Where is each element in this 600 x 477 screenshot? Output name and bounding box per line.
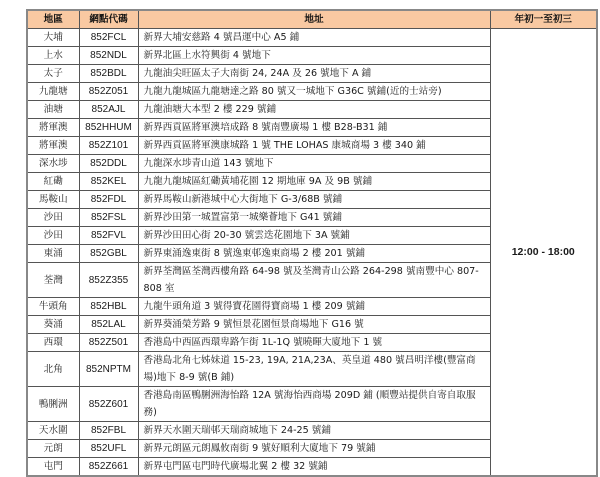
address-cell: 香港島中西區西環卑路乍街 1L-1Q 號曉暉大廈地下 1 號 [138, 334, 490, 352]
region-cell: 北角 [27, 352, 79, 387]
region-cell: 元朗 [27, 440, 79, 458]
region-cell: 荃灣 [27, 263, 79, 298]
address-cell: 新界西貢區將軍澳培成路 8 號南豐廣場 1 樓 B28-B31 鋪 [138, 119, 490, 137]
code-cell: 852FSL [79, 209, 138, 227]
header-region: 地區 [27, 10, 79, 29]
code-cell: 852GBL [79, 245, 138, 263]
hours-cell: 12:00 - 18:00 [490, 29, 597, 477]
store-hours-table [26, 9, 598, 477]
address-cell: 九龍深水埗青山道 143 號地下 [138, 155, 490, 173]
region-cell: 天水圍 [27, 422, 79, 440]
header-address: 地址 [138, 10, 490, 29]
region-cell: 西環 [27, 334, 79, 352]
region-cell: 紅磡 [27, 173, 79, 191]
address-cell: 九龍九龍城區九龍塘達之路 80 號又一城地下 G36C 號鋪(近的士站旁) [138, 83, 490, 101]
table-row [27, 29, 597, 47]
region-cell: 牛頭角 [27, 298, 79, 316]
code-cell: 852DDL [79, 155, 138, 173]
code-cell: 852HBL [79, 298, 138, 316]
code-cell: 852AJL [79, 101, 138, 119]
code-cell: 852FDL [79, 191, 138, 209]
region-cell: 將軍澳 [27, 137, 79, 155]
region-cell: 屯門 [27, 458, 79, 477]
code-cell: 852KEL [79, 173, 138, 191]
header-hours: 年初一至初三 [490, 10, 597, 29]
code-cell: 852Z501 [79, 334, 138, 352]
region-cell: 葵涌 [27, 316, 79, 334]
region-cell: 太子 [27, 65, 79, 83]
address-cell: 新界西貢區將軍澳康城路 1 號 THE LOHAS 康城商場 3 樓 340 鋪 [138, 137, 490, 155]
address-cell: 新界東涌逸東街 8 號逸東邨逸東商場 2 樓 201 號鋪 [138, 245, 490, 263]
region-cell: 沙田 [27, 209, 79, 227]
region-cell: 馬鞍山 [27, 191, 79, 209]
address-cell: 新界沙田田心街 20-30 號雲迭花園地下 3A 號鋪 [138, 227, 490, 245]
address-cell: 新界馬鞍山新港城中心大街地下 G-3/68B 號鋪 [138, 191, 490, 209]
address-cell: 新界沙田第一城置富第一城樂薈地下 G41 號鋪 [138, 209, 490, 227]
code-cell: 852Z601 [79, 387, 138, 422]
code-cell: 852HHUM [79, 119, 138, 137]
code-cell: 852FCL [79, 29, 138, 47]
address-cell: 新界葵涌榮芳路 9 號恒景花園恒景商場地下 G16 號 [138, 316, 490, 334]
address-cell: 新界屯門區屯門時代廣場北翼 2 樓 32 號鋪 [138, 458, 490, 477]
region-cell: 東涌 [27, 245, 79, 263]
region-cell: 鴨脷洲 [27, 387, 79, 422]
code-cell: 852NPTM [79, 352, 138, 387]
table-header-row [27, 10, 597, 29]
region-cell: 沙田 [27, 227, 79, 245]
address-cell: 香港島南區鴨脷洲海怡路 12A 號海怡西商場 209D 鋪 (順豐站提供自寄自取服務) [138, 387, 490, 422]
region-cell: 九龍塘 [27, 83, 79, 101]
region-cell: 上水 [27, 47, 79, 65]
address-cell: 九龍油尖旺區太子大南街 24, 24A 及 26 號地下 A 鋪 [138, 65, 490, 83]
code-cell: 852FBL [79, 422, 138, 440]
code-cell: 852LAL [79, 316, 138, 334]
code-cell: 852Z051 [79, 83, 138, 101]
code-cell: 852UFL [79, 440, 138, 458]
region-cell: 大埔 [27, 29, 79, 47]
code-cell: 852NDL [79, 47, 138, 65]
region-cell: 深水埗 [27, 155, 79, 173]
address-cell: 九龍牛頭角道 3 號得寶花園得寶商場 1 樓 209 號鋪 [138, 298, 490, 316]
region-cell: 油塘 [27, 101, 79, 119]
address-cell: 香港島北角七姊妹道 15-23, 19A, 21A,23A、英皇道 480 號昌明洋樓(豐富商場)地下 8-9 號(B 鋪) [138, 352, 490, 387]
address-cell: 新界北區上水符興街 4 號地下 [138, 47, 490, 65]
address-cell: 新界元朗區元朗鳳攸南街 9 號好順利大廈地下 79 號鋪 [138, 440, 490, 458]
address-cell: 新界天水圍天瑞邨天瑞商城地下 24-25 號鋪 [138, 422, 490, 440]
address-cell: 新界大埔安慈路 4 號昌運中心 A5 鋪 [138, 29, 490, 47]
code-cell: 852Z661 [79, 458, 138, 477]
code-cell: 852FVL [79, 227, 138, 245]
code-cell: 852BDL [79, 65, 138, 83]
code-cell: 852Z101 [79, 137, 138, 155]
code-cell: 852Z355 [79, 263, 138, 298]
address-cell: 九龍九龍城區紅磡黃埔花園 12 期地庫 9A 及 9B 號鋪 [138, 173, 490, 191]
address-cell: 新界荃灣區荃灣西樓角路 64-98 號及荃灣青山公路 264-298 號南豐中心 807-808 室 [138, 263, 490, 298]
region-cell: 將軍澳 [27, 119, 79, 137]
header-code: 網點代碼 [79, 10, 138, 29]
address-cell: 九龍油塘大本型 2 樓 229 號鋪 [138, 101, 490, 119]
